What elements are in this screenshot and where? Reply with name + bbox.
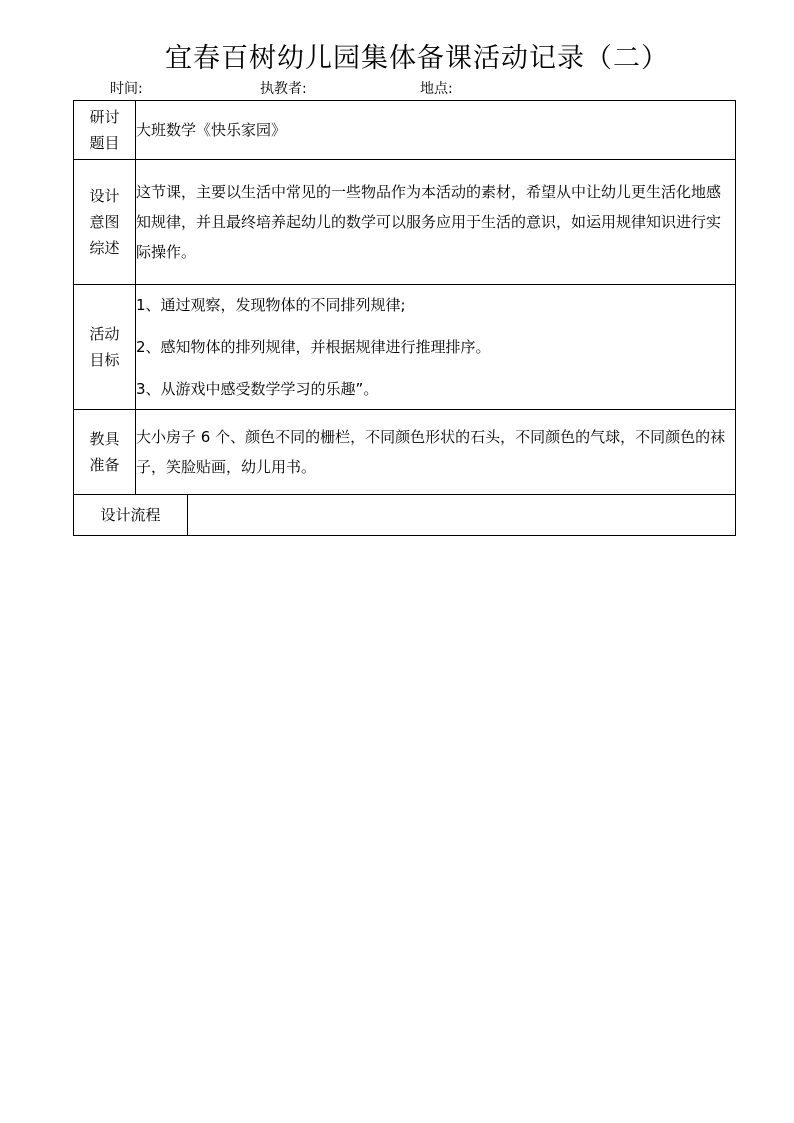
goals-label-line1: 活动 (89, 325, 120, 343)
time-label: 时间: (110, 81, 143, 97)
tools-label-line1: 教具 (89, 430, 120, 448)
row-goals (74, 285, 736, 410)
teacher-label: 执教者: (260, 81, 307, 97)
flow-content (188, 495, 736, 536)
goals-label-cell (74, 285, 136, 410)
design-label-line1: 设计 (89, 187, 120, 205)
topic-label-cell (74, 101, 136, 160)
design-label-line2: 意图 (89, 213, 120, 231)
goal-item: 3、从游戏中感受数学学习的乐趣”。 (136, 380, 379, 398)
row-design (74, 160, 736, 285)
row-tools (74, 410, 736, 495)
goal-item: 1、通过观察，发现物体的不同排列规律; (136, 296, 406, 314)
place-label: 地点: (420, 81, 453, 97)
topic-label-line2: 题目 (89, 134, 120, 152)
topic-label-line1: 研讨 (89, 108, 120, 126)
topic-content: 大班数学《快乐家园》 (136, 101, 736, 160)
design-content: 这节课，主要以生活中常见的一些物品作为本活动的素材，希望从中让幼儿更生活化地感知规律，并且最终培养起幼儿的数学可以服务应用于生活的意识，如运用规律知识进行实际操作。 (136, 160, 736, 285)
goals-label-line2: 目标 (89, 351, 120, 369)
tools-label-cell (74, 410, 136, 495)
tools-label-line2: 准备 (89, 456, 120, 474)
flow-label: 设计流程 (74, 495, 188, 536)
tools-content: 大小房子 6 个、颜色不同的栅栏，不同颜色形状的石头，不同颜色的气球，不同颜色的袜子，笑脸贴画，幼儿用书。 (136, 410, 736, 495)
page-title: 宜春百树幼儿园集体备课活动记录（二） (165, 43, 669, 74)
row-topic (74, 101, 736, 160)
record-table (73, 100, 736, 536)
goals-content (136, 285, 736, 410)
row-flow (74, 495, 736, 536)
design-label-line3: 综述 (89, 239, 120, 257)
design-label-cell (74, 160, 136, 285)
goal-item: 2、感知物体的排列规律，并根据规律进行推理排序。 (136, 338, 491, 356)
